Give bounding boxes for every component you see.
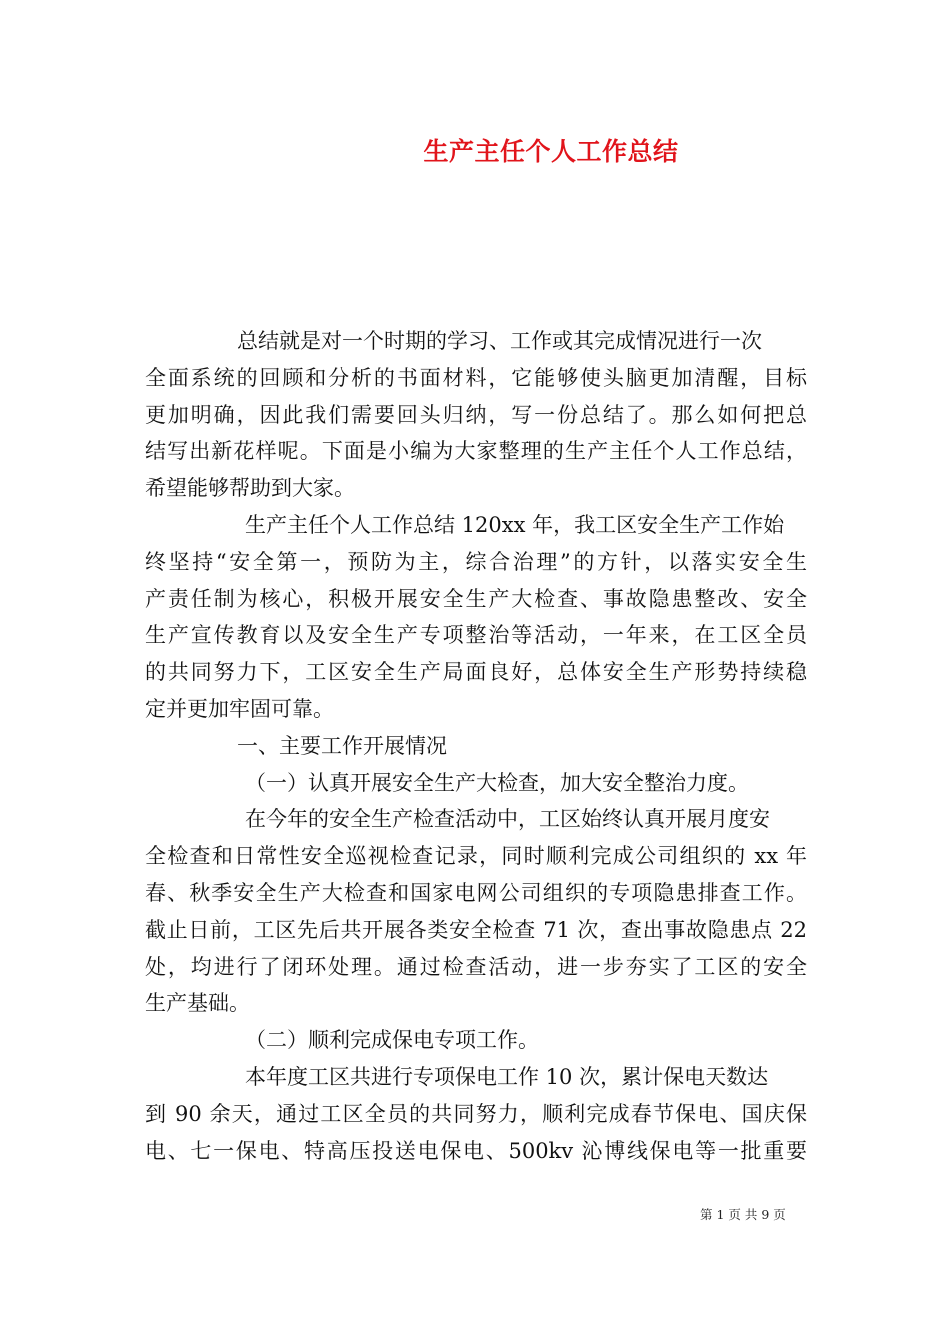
subsection-heading: （二）顺利完成保电专项工作。	[245, 1028, 539, 1053]
page-number: 第 1 页 共 9 页	[700, 1207, 786, 1222]
document-title: 生产主任个人工作总结	[423, 137, 679, 166]
paragraph-line: 生产主任个人工作总结 120xx 年，我工区安全生产工作始	[245, 512, 785, 537]
paragraph-line: 全面系统的回顾和分析的书面材料，它能够使头脑更加清醒，目标	[145, 365, 807, 390]
paragraph-line: 电、七一保电、特高压投送电保电、500kv 沁博线保电等一批重要	[145, 1138, 807, 1163]
paragraph-line: 本年度工区共进行专项保电工作 10 次，累计保电天数达	[245, 1064, 769, 1089]
paragraph-line: 生产宣传教育以及安全生产专项整治等活动，一年来，在工区全员	[145, 623, 807, 648]
paragraph-line: 总结就是对一个时期的学习、工作或其完成情况进行一次	[237, 329, 762, 353]
paragraph-line: 春、秋季安全生产大检查和国家电网公司组织的专项隐患排查工作。	[145, 880, 807, 905]
subsection-heading: （一）认真开展安全生产大检查，加大安全整治力度。	[245, 770, 749, 795]
paragraph-line: 在今年的安全生产检查活动中，工区始终认真开展月度安	[245, 807, 770, 832]
paragraph-line: 的共同努力下，工区安全生产局面良好，总体安全生产形势持续稳	[145, 660, 807, 685]
document-body	[145, 323, 807, 1169]
paragraph-line: 结写出新花样呢。下面是小编为大家整理的生产主任个人工作总结，	[145, 439, 807, 464]
paragraph-line: 产责任制为核心，积极开展安全生产大检查、事故隐患整改、安全	[145, 586, 807, 611]
paragraph-line: 更加明确，因此我们需要回头归纳，写一份总结了。那么如何把总	[145, 402, 807, 427]
paragraph-line: 希望能够帮助到大家。	[145, 476, 355, 501]
paragraph-line: 生产基础。	[145, 991, 250, 1016]
section-heading: 一、主要工作开展情况	[237, 733, 447, 758]
paragraph-line: 截止日前，工区先后共开展各类安全检查 71 次，查出事故隐患点 22	[145, 917, 807, 942]
paragraph-line: 全检查和日常性安全巡视检查记录，同时顺利完成公司组织的 xx 年	[145, 844, 807, 869]
paragraph-line: 处，均进行了闭环处理。通过检查活动，进一步夯实了工区的安全	[145, 954, 807, 979]
paragraph-line: 到 90 余天，通过工区全员的共同努力，顺利完成春节保电、国庆保	[145, 1101, 807, 1126]
paragraph-line: 定并更加牢固可靠。	[145, 696, 334, 721]
paragraph-line: 终坚持“安全第一，预防为主，综合治理”的方针，以落实安全生	[145, 549, 807, 574]
